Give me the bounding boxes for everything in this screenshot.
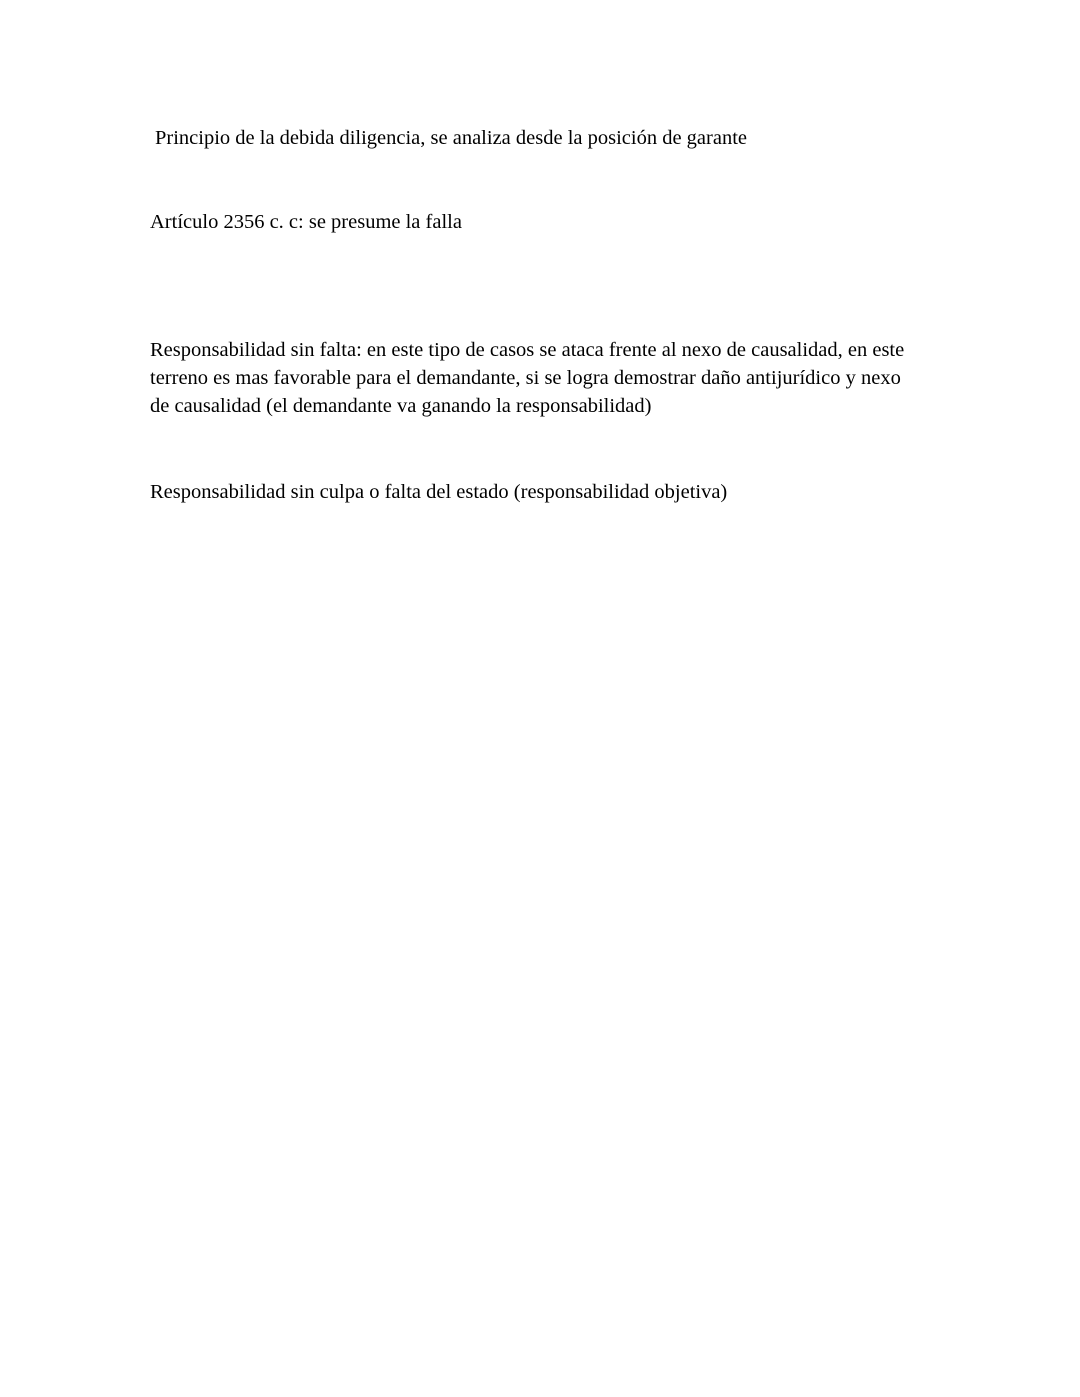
paragraph-line: de causalidad (el demandante va ganando la responsabilidad) [150,395,652,417]
paragraph-articulo-2356: Artículo 2356 c. c: se presume la falla [150,211,462,233]
paragraph-line: Responsabilidad sin falta: en este tipo de casos se ataca frente al nexo de causalidad, en este [150,339,905,361]
paragraph-line: terreno es mas favorable para el demandante, si se logra demostrar daño antijurídico y nexo [150,367,901,389]
paragraph-responsabilidad-objetiva: Responsabilidad sin culpa o falta del estado (responsabilidad objetiva) [150,481,728,503]
paragraph-responsabilidad-sin-falta [150,336,940,420]
paragraph-debida-diligencia: Principio de la debida diligencia, se analiza desde la posición de garante [155,127,747,149]
